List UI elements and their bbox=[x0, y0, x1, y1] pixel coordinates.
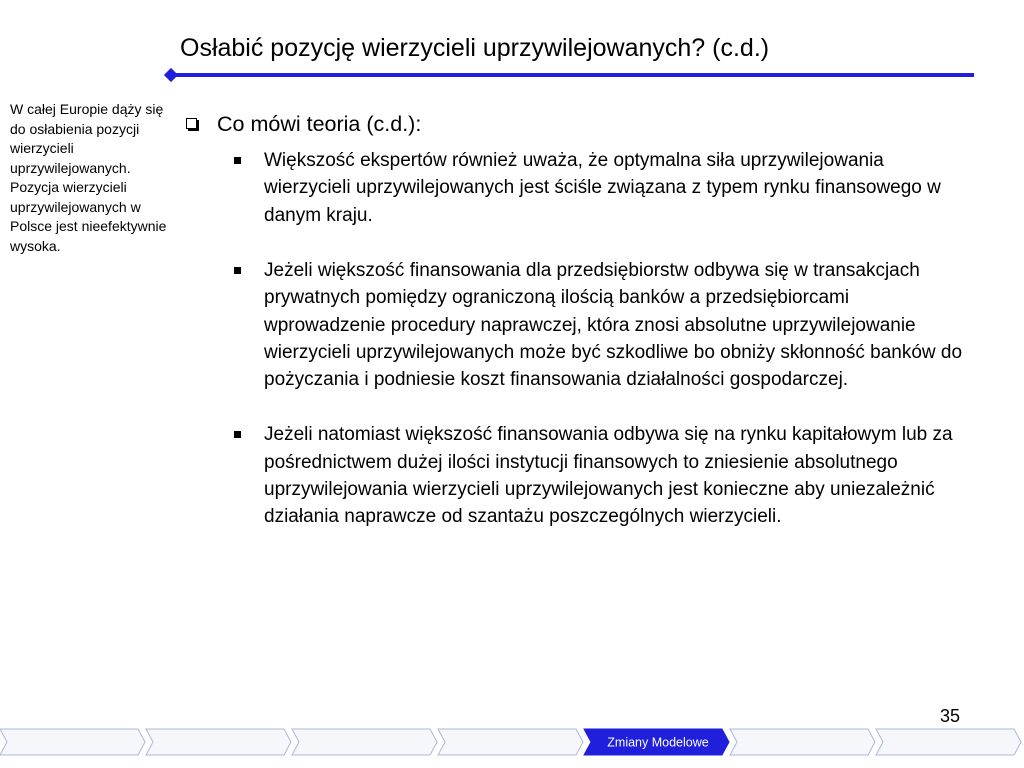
nav-segment[interactable] bbox=[876, 729, 1021, 755]
bullet-item bbox=[234, 421, 964, 531]
nav-segment[interactable] bbox=[438, 729, 583, 755]
bullet-list bbox=[234, 147, 964, 558]
sidebar-note: W całej Europie dąży się do osłabienia pozycji wierzycieli uprzywilejowanych. Pozycja wierzycieli uprzywilejowanych w Polsce jest nieefektywnie wysoka. bbox=[10, 101, 167, 254]
nav-segment[interactable] bbox=[292, 729, 437, 755]
nav-segment[interactable] bbox=[146, 729, 291, 755]
nav-segment[interactable] bbox=[730, 729, 875, 755]
square-bullet-icon bbox=[234, 157, 241, 164]
bullet-text: Jeżeli większość finansowania dla przedsiębiorstw odbywa się w transakcjach prywatnych pomiędzy ograniczoną ilością banków a przedsiębiorcami wprowadzenie procedury naprawczej, która znosi absolutne uprzywilejowanie wierzycieli uprzywilejowanych może być szkodliwe bo obniży skłonność banków do pożyczania i podniesie koszt finansowania działalności gospodarczej. bbox=[264, 259, 963, 391]
square-bullet-icon bbox=[234, 267, 241, 274]
nav-active-label: Zmiany Modelowe bbox=[607, 735, 709, 750]
square-bullet-icon bbox=[234, 431, 241, 438]
bullet-item bbox=[234, 257, 964, 394]
slide-title: Osłabić pozycję wierzycieli uprzywilejowanych? (c.d.) bbox=[180, 34, 770, 62]
page-number: 35 bbox=[940, 706, 961, 726]
section-heading-text: Co mówi teoria (c.d.): bbox=[217, 112, 422, 136]
checkbox-bullet-icon bbox=[186, 118, 197, 129]
bullet-text: Większość ekspertów również uważa, że optymalna siła uprzywilejowania wierzycieli uprzywilejowanych jest ściśle związana z typem rynku finansowego w danym kraju. bbox=[264, 150, 941, 226]
bottom-navigation-bar bbox=[0, 727, 1024, 757]
bullet-text: Jeżeli natomiast większość finansowania odbywa się na rynku kapitałowym lub za pośrednictwem dużej ilości instytucji finansowych to zniesienie absolutnego uprzywilejowania wierzycieli uprzywilejowanych jest konieczne aby uniezależnić działania naprawcze od szantażu poszczególnych wierzycieli. bbox=[264, 424, 953, 528]
section-heading bbox=[186, 112, 421, 137]
bullet-item bbox=[234, 147, 964, 229]
title-diamond-icon bbox=[164, 68, 178, 82]
title-underline bbox=[172, 73, 974, 77]
nav-segment[interactable] bbox=[0, 729, 145, 755]
